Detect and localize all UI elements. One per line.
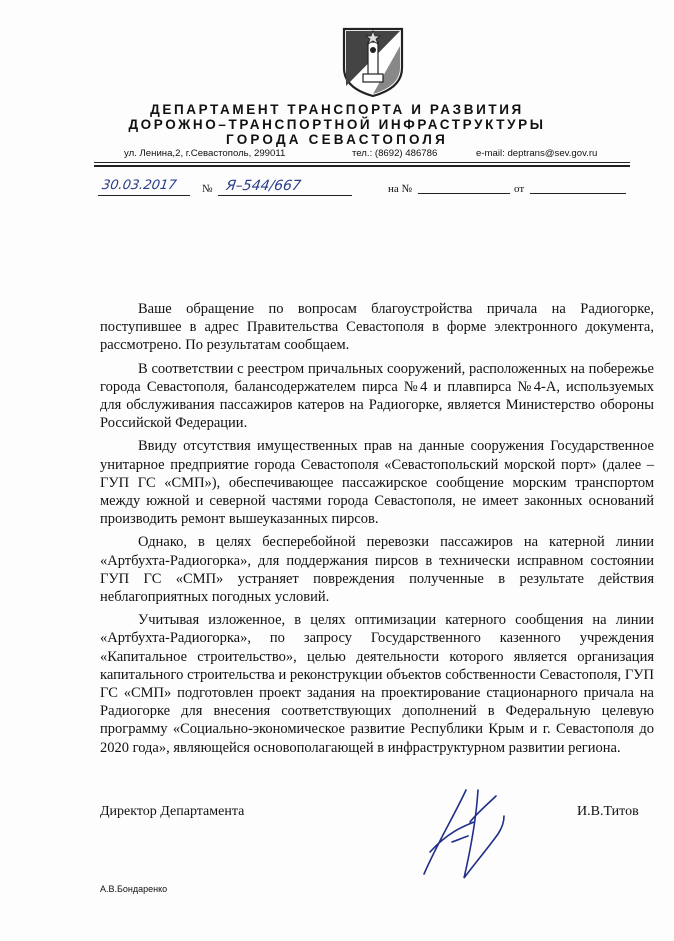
reply-number-underline <box>418 193 510 194</box>
letter-body <box>100 300 654 762</box>
department-title-line-3: ГОРОДА СЕВАСТОПОЛЯ <box>226 132 448 147</box>
signatory-name: И.В.Титов <box>577 804 639 819</box>
address: ул. Ленина,2, г.Севастополь, 299011 <box>124 148 286 159</box>
email: e-mail: deptrans@sev.gov.ru <box>476 148 598 159</box>
registration-number: Я–544/667 <box>224 178 303 194</box>
paragraph-1: Ваше обращение по вопросам благоустройства причала на Радиогорке, поступившее в адрес Правительства Севастополя в форме электронного документа, рассмотрено. По результатам сообщаем. <box>100 301 654 354</box>
number-label: № <box>202 183 213 195</box>
paragraph-2: В соответствии с реестром причальных сооружений, расположенных на побережье города Севастополя, балансодержателем пирса №4 и плавпирса №4-А, используемых для обслуживания пассажиров катеров на Радиогорке, является Министерство обороны Российской Федерации. <box>100 360 654 432</box>
signatory-position: Директор Департамента <box>100 804 245 819</box>
department-title-line-2: ДОРОЖНО–ТРАНСПОРТНОЙ ИНФРАСТРУКТУРЫ <box>128 117 546 132</box>
sevastopol-coat-of-arms-icon <box>341 26 405 98</box>
paragraph-5: Учитывая изложенное, в целях оптимизации катерного сообщения на линии «Артбухта-Радиогорка», по запросу Государственного казенного учреждения «Капитальное строительство», целью деятельности которого является организация капитального строительства и реконструкции объектов собственности Севастополя, ГУП ГС «СМП» подготовлен проект задания на проектирование стационарного причала на Радиогорке для внесения соответствующих дополнений в Федеральную целевую программу «Социально-экономическое развитие Республики Крым и г. Севастополя до 2020 года», являющейся основополагающей в инфраструктурном развитии региона. <box>100 612 654 756</box>
header-rule-thin <box>94 162 630 163</box>
date-underline <box>98 195 190 196</box>
reply-date-underline <box>530 193 626 194</box>
reply-date-label: от <box>514 183 525 195</box>
handwritten-signature <box>418 782 510 884</box>
phone: тел.: (8692) 486786 <box>352 148 438 159</box>
paragraph-3: Ввиду отсутствия имущественных прав на данные сооружения Государственное унитарное предприятие города Севастополя «Севастопольский морской порт» (далее – ГУП ГС «СМП»), обеспечивающее пассажирское сообщение морским транспортом между южной и северной частями города Севастополя, не имеет законных оснований производить ремонт вышеуказанных пирсов. <box>100 438 654 528</box>
header-rule-thick <box>94 165 630 167</box>
department-title-line-1: ДЕПАРТАМЕНТ ТРАНСПОРТА И РАЗВИТИЯ <box>150 102 524 117</box>
number-underline <box>218 195 352 196</box>
executor-name: А.В.Бондаренко <box>100 884 168 894</box>
reply-number-label: на № <box>388 183 413 195</box>
paragraph-4: Однако, в целях бесперебойной перевозки пассажиров на катерной линии «Артбухта-Радиогорка», для поддержания пирсов в технически исправном состоянии ГУП ГС «СМП» устраняет повреждения полученные в результате действия неблагоприятных погодных условий. <box>100 534 654 606</box>
registration-date: 30.03.2017 <box>100 178 178 193</box>
